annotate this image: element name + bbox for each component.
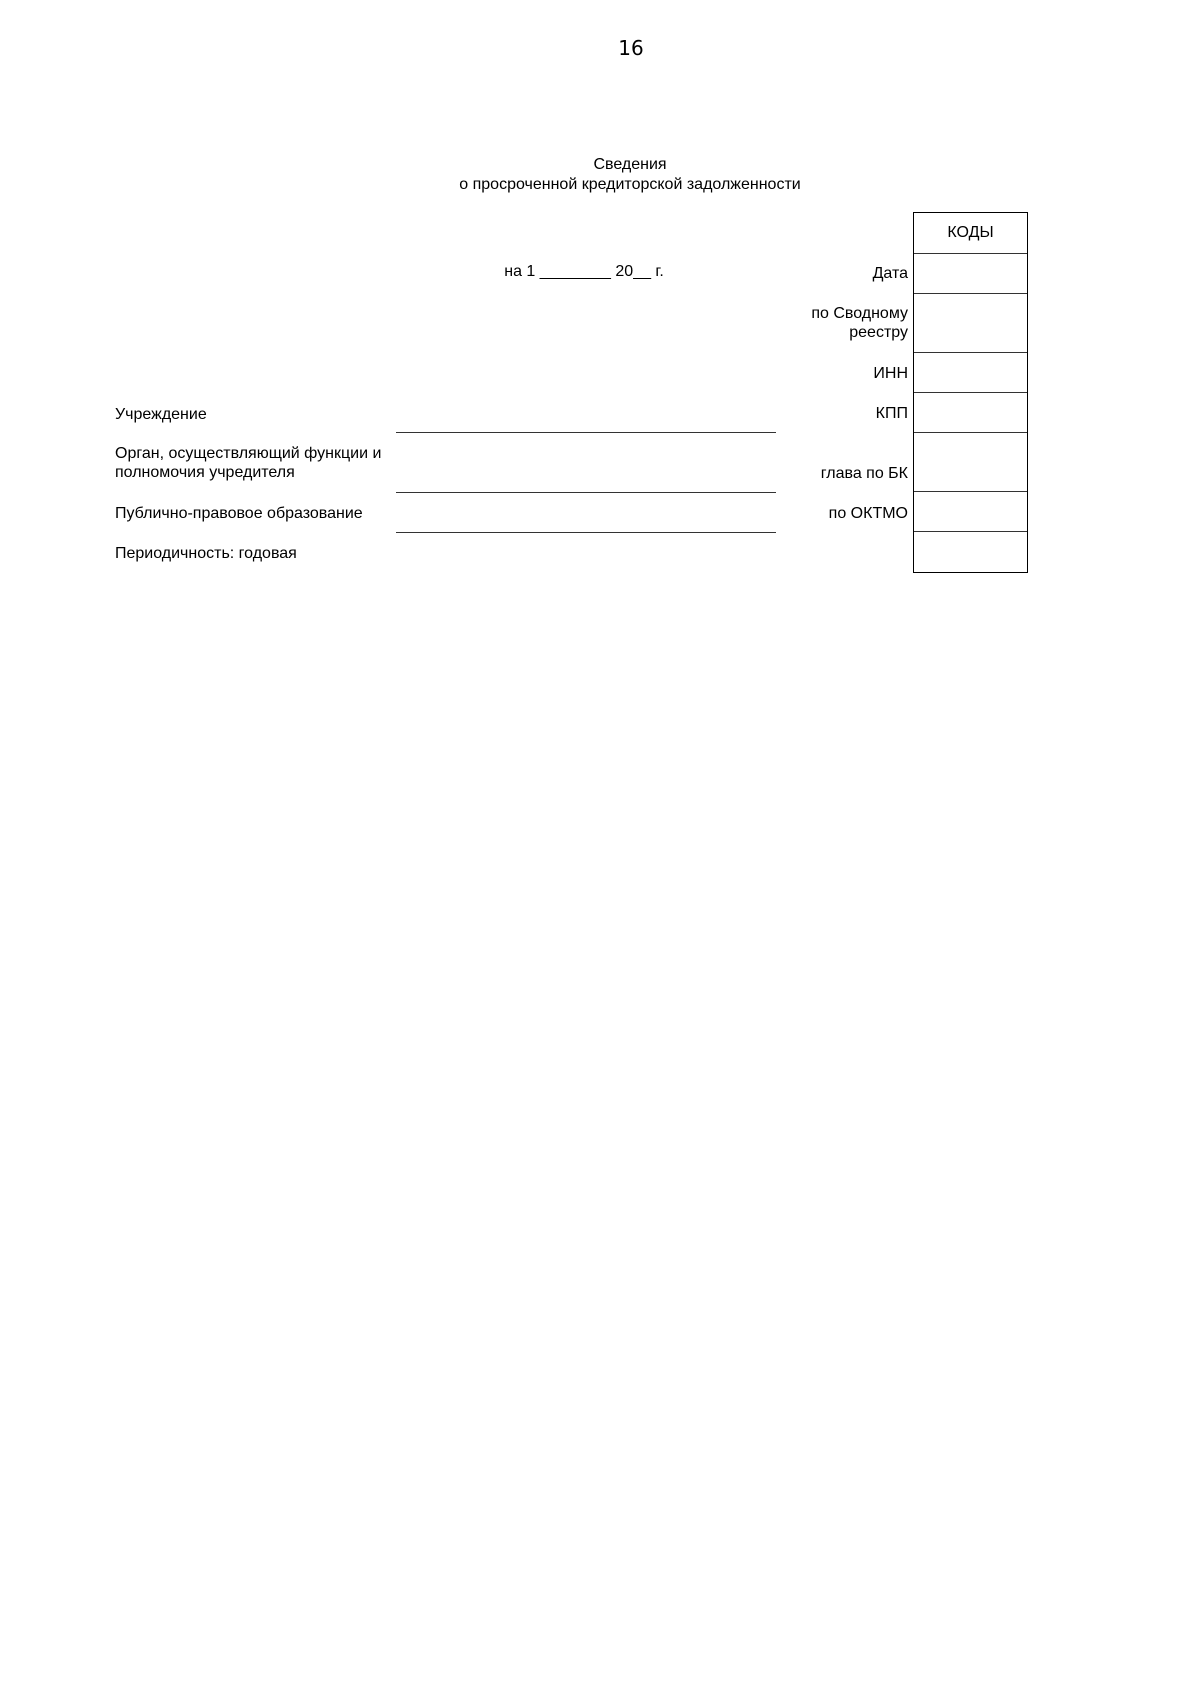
institution-label: Учреждение bbox=[115, 406, 207, 423]
codes-row-divider bbox=[914, 293, 1027, 294]
public-entity-label: Публично-правовое образование bbox=[115, 505, 363, 522]
founder-label-line1: Орган, осуществляющий функции и bbox=[115, 445, 382, 462]
founder-fill-line[interactable] bbox=[396, 492, 776, 493]
institution-fill-line[interactable] bbox=[396, 432, 776, 433]
founder-label-line2: полномочия учредителя bbox=[115, 464, 295, 481]
public-entity-fill-line[interactable] bbox=[396, 532, 776, 533]
codes-table bbox=[913, 212, 1028, 573]
report-date-line: на 1 ________ 20__ г. bbox=[504, 263, 664, 280]
periodicity-label: Периодичность: годовая bbox=[115, 545, 297, 562]
founder-label bbox=[115, 444, 381, 482]
form-title bbox=[430, 155, 830, 195]
registry-code-label bbox=[760, 304, 908, 342]
codes-row-divider bbox=[914, 432, 1027, 433]
codes-row-divider bbox=[914, 352, 1027, 353]
codes-row-divider bbox=[914, 531, 1027, 532]
codes-row-divider bbox=[914, 253, 1027, 254]
inn-code-label: ИНН bbox=[873, 365, 908, 382]
kpp-code-label: КПП bbox=[875, 405, 908, 422]
codes-row-divider bbox=[914, 491, 1027, 492]
page-number: 16 bbox=[618, 36, 644, 60]
codes-row-divider bbox=[914, 392, 1027, 393]
codes-header: КОДЫ bbox=[947, 224, 994, 241]
oktmo-code-label: по ОКТМО bbox=[828, 505, 908, 522]
form-title-line1: Сведения bbox=[593, 156, 667, 173]
date-code-label: Дата bbox=[872, 265, 908, 282]
registry-code-label-line2: реестру bbox=[849, 324, 908, 341]
registry-code-label-line1: по Сводному bbox=[811, 305, 908, 322]
form-title-line2: о просроченной кредиторской задолженности bbox=[459, 176, 801, 193]
bk-chapter-code-label: глава по БК bbox=[820, 465, 908, 482]
